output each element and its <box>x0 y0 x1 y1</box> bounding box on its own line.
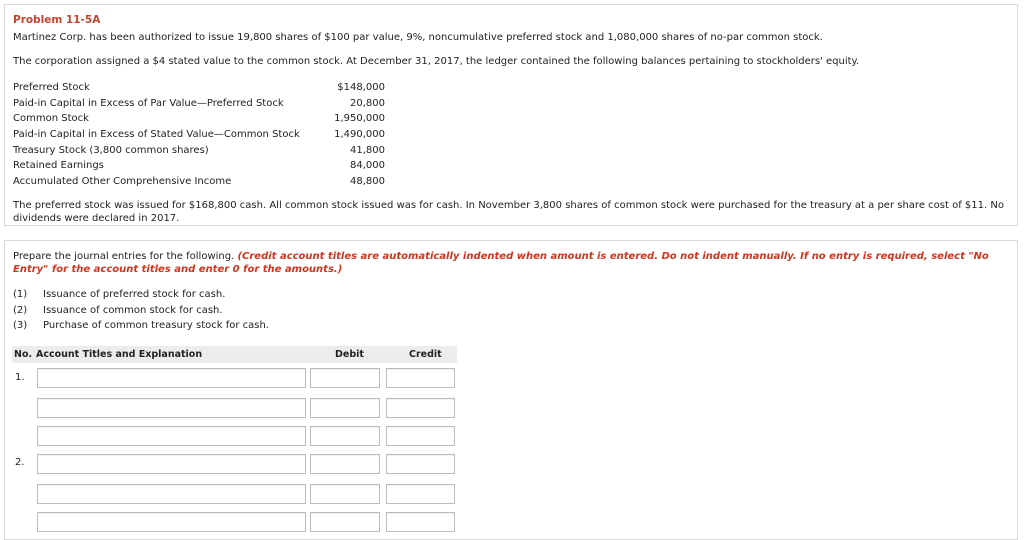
ledger-balances <box>13 82 385 192</box>
entry-number: 1. <box>15 372 25 383</box>
instruction-plain: Prepare the journal entries for the following. <box>13 251 235 262</box>
ledger-label: Accumulated Other Comprehensive Income <box>13 176 232 188</box>
ledger-amount: 1,490,000 <box>334 129 385 141</box>
debit-input[interactable] <box>310 484 380 504</box>
credit-input[interactable] <box>386 484 455 504</box>
account-title-input[interactable] <box>37 454 306 474</box>
debit-input[interactable] <box>310 426 380 446</box>
problem-assigned-text: The corporation assigned a $4 stated value to the common stock. At December 31, 2017, the ledger contained the following balances pertaining to stockholders' equity. <box>13 56 860 67</box>
task-instruction <box>13 251 998 276</box>
ledger-label: Retained Earnings <box>13 160 104 172</box>
ledger-amount: 1,950,000 <box>334 113 385 125</box>
ledger-row <box>13 160 385 176</box>
ledger-amount: $148,000 <box>337 82 385 93</box>
requirement-text: Issuance of preferred stock for cash. <box>43 289 226 300</box>
account-title-input[interactable] <box>37 426 306 446</box>
ledger-amount: 41,800 <box>350 144 385 156</box>
account-title-input[interactable] <box>37 484 306 504</box>
header-no: No. <box>14 349 33 360</box>
ledger-row <box>13 145 385 161</box>
requirement-number: (3) <box>13 320 28 331</box>
ledger-row <box>13 129 385 145</box>
requirement-text: Issuance of common stock for cash. <box>43 304 223 316</box>
debit-input[interactable] <box>310 368 380 388</box>
ledger-label: Paid-in Capital in Excess of Stated Value—Common Stock <box>13 129 300 141</box>
requirement-number: (1) <box>13 289 28 300</box>
ledger-row <box>13 113 385 129</box>
debit-input[interactable] <box>310 398 380 418</box>
journal-table-header <box>12 346 457 363</box>
credit-input[interactable] <box>386 426 455 446</box>
entry-number: 2. <box>15 457 25 468</box>
header-debit: Debit <box>335 349 364 360</box>
credit-input[interactable] <box>386 368 455 388</box>
problem-title: Problem 11-5A <box>13 14 101 26</box>
problem-intro: Martinez Corp. has been authorized to issue 19,800 shares of $100 par value, 9%, noncumulative preferred stock and 1,080,000 shares of no-par common stock. <box>13 32 823 43</box>
header-account: Account Titles and Explanation <box>36 349 203 360</box>
ledger-row <box>13 176 385 192</box>
requirement-number: (2) <box>13 304 28 316</box>
credit-input[interactable] <box>386 454 455 474</box>
ledger-row <box>13 82 385 98</box>
debit-input[interactable] <box>310 512 380 532</box>
ledger-label: Paid-in Capital in Excess of Par Value—Preferred Stock <box>13 97 284 109</box>
ledger-label: Treasury Stock (3,800 common shares) <box>13 144 209 156</box>
header-credit: Credit <box>409 349 442 360</box>
ledger-row <box>13 98 385 114</box>
account-title-input[interactable] <box>37 398 306 418</box>
problem-notes: The preferred stock was issued for $168,800 cash. All common stock issued was for cash. In November 3,800 shares of common stock were purchased for the treasury at a per share cost of $11. No dividends were declared in 2017. <box>13 200 1004 224</box>
credit-input[interactable] <box>386 512 455 532</box>
debit-input[interactable] <box>310 454 380 474</box>
account-title-input[interactable] <box>37 512 306 532</box>
requirement-text: Purchase of common treasury stock for cash. <box>43 320 269 331</box>
instruction-warning: (Credit account titles are automatically indented when amount is entered. Do not indent manually. If no entry is required, select "No Entry" for the account titles and enter 0 for the amounts.) <box>13 251 989 275</box>
account-title-input[interactable] <box>37 368 306 388</box>
credit-input[interactable] <box>386 398 455 418</box>
ledger-amount: 48,800 <box>350 176 385 188</box>
ledger-label: Common Stock <box>13 113 89 125</box>
ledger-amount: 84,000 <box>350 160 385 172</box>
ledger-amount: 20,800 <box>350 97 385 109</box>
problem-panel <box>4 4 1018 226</box>
ledger-label: Preferred Stock <box>13 82 90 93</box>
task-panel <box>4 240 1018 540</box>
